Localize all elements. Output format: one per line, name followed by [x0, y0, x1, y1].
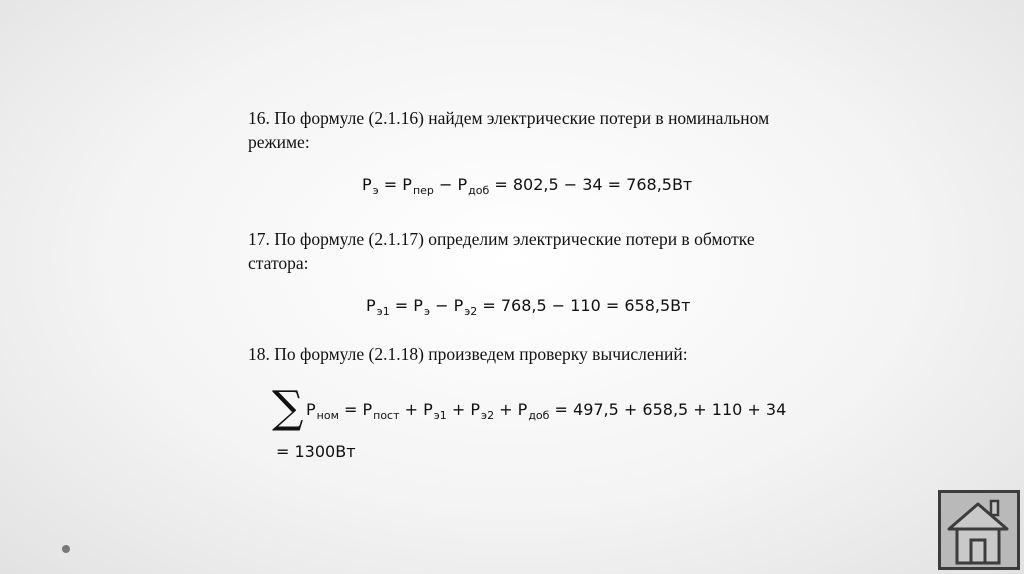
step-16-text: 16. По формуле (2.1.16) найдем электрические потери в номинальном режиме:: [248, 108, 770, 152]
sum-symbol: ∑: [272, 382, 304, 433]
step-18-result: = 1300Вт: [276, 442, 356, 461]
step-18-formula: $P_{ном} = P_{пост} + P_{э1} + P_{э2} + P_{доб} = 497,5 + 658,5 + 110 + 34$: [306, 400, 787, 422]
step-16-formula: $P_э = P_{пер} - P_{доб} = 802,5 - 34 = 768,5Вт$: [362, 175, 693, 197]
home-icon: [941, 493, 1017, 567]
step-17-formula: $P_{э1} = P_э - P_{э2} = 768,5 - 110 = 658,5Вт$: [366, 296, 691, 318]
step-17-text: 17. По формуле (2.1.17) определим электрические потери в обмотке статора:: [248, 229, 755, 273]
step-18-text: 18. По формуле (2.1.18) произведем проверку вычислений:: [248, 344, 688, 364]
bullet-dot: [62, 545, 70, 553]
home-button[interactable]: [938, 490, 1020, 570]
